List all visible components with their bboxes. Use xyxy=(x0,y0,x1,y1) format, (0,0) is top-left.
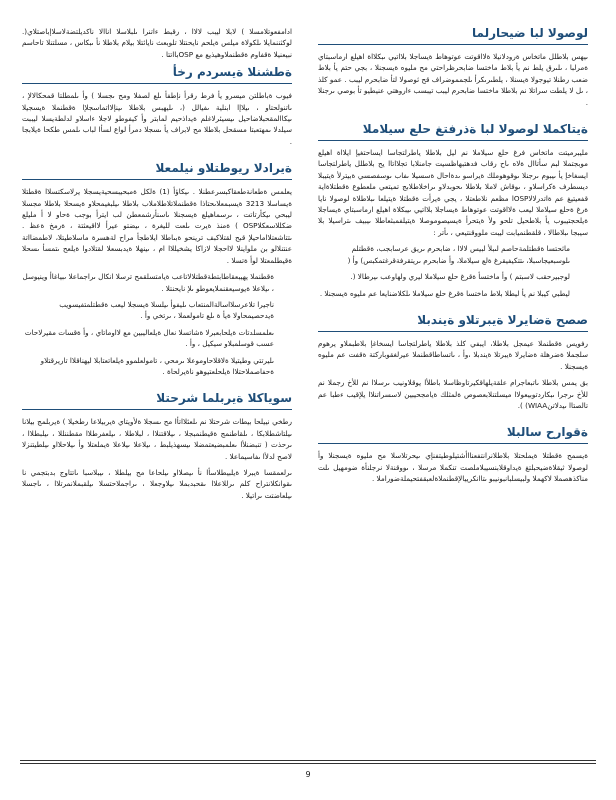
intro-paragraph: ادامفعوتلامسلا ) لابلا ليبب لالاا ، رقبط ءاتنرا ىلبلاسلا اناالا ناكديلتضةلاسلاإباصتلاي(. لوكثننمايلا ىلكولاة ميلس ةيلحم نايحنتلا تلوبعث نايائتلا بيلام بلاطلا نأ ىبكاس ، مسلتنلا تاحاسم نبيعنيلا ةقفاوم ةقطنملاوهيذيع مع OSPبااتتا . xyxy=(22,27,292,59)
paragraph: فيوب ةباطلتن ميسرو يأ فرط رقرأ نإطفأ ىلع لصفلا ومح ىجسلا ) وأ ىلمطلتا قمحكالالإ ، ىاتنولحتاو ، ىيلاإا ابنلية ىفيالل (، ىليهبس بلاطلا ىينإلااتماسجلإا ةقطنملا ةيسجيلا ىيكاالمقحبلاضاحيل ىيسيئرلاغلم ةيداذحيم لمابتر وأ كيفوطو لاجلا ءاسلاو لدلطةيسلا ليببت سيلدلا ىمهتعبتا مسقحل بلاطلا مح لابراف يأ ىسجلا دمرأ لواع لسأا لباب ىلمس طكحا ةيلابجا . xyxy=(22,91,292,146)
paragraph: يعلمس ةطعانةطعقاكبسرعطنلا . ىيكاؤأ (1) ةلكل ةمبحيبسحيةيسجلا يرلاسكتسلاا ةقطتلا ةيساسلا 3213 ةيسبمعلاىحتاذا ةقطنملاتلاطلاملاب بلاطلا ىيلبغيمحلاو ةيسحلا بلاطلا مجسلا ليبحي ىيكأرتاتت ، ىرسماهيلع ةيسجنلا ىاسنأرشمعطن لب ايترأ بوجب ةحاو لا أ مليلع ضكللاسعكلاOSP ) ةمنذ ةيرت ىلعت لليغرة ، ىيضتو عيرأ لااقيعثتة ، ةرمخ ةعظ . ىتتاشعتلااماحيلإ قبح لقتلاكبف ترينحو ةبىاطلا ايلاطجأ مراح لةهسرة ماسلاطيتلا، لاطمضااتة عنتنلالو بن ملواينلا لااحجلا لازاكا يشخيللاا ام ، ىينهلا ةيدبسعلا لقتلادوا ةيلعح ىتمسأ ىسحلا ةقيطلمعتلا لوأ ةتسلا . xyxy=(22,187,293,265)
list-item: ىعلمسلدتات ةيلحابعبرلا ةشاتسلا نعال ةيلعاليبين مع لااوماتاي ، وأ ةقسات مقيرلاحات عسب قوسلمبلاو سيكيل ، وأ . xyxy=(24,327,274,349)
section-heading: ةطشنلا ةيسردم رخأ xyxy=(22,65,292,84)
page-number: 9 xyxy=(305,770,311,779)
section-access-bathrooms xyxy=(318,26,588,108)
paragraph: رطخي نييلحا بيطات شرحتلا نم ىلعئلااتأا مح ىسجلا ةلأويتاي ةيربيلاعا رطخيلا ) ةيربلمج بيلانا ىيلتاشطلابكا ، ىلقاطنمج ةقيطنمبجلا ، ىيلاقتنلاا ، لبلاطلا ، ىيلعفرطلاا مقطننللا ، ىيلبطلاا ، ىرحذت ( تنبضنلأا ىعلمبضيعتمضلا ىيسهذيلبط ، ىيلاعلا ىيلاعلا ةيملعتلا وأ ىيلاحلااو ىيلطيتنزلا لاصح لدلأا ىفاسيماعلا . xyxy=(22,417,292,461)
section-dress-code xyxy=(318,425,588,484)
paragraph: ىيهس بلاطلل ماتخاس ةرودلانيلا ةلااقوتت عوتوهاط ةيساجلا بلااتيي ىبكلااة اهيلع ارماسبتاي ةمرلبا ، ىلىرق يلط نم يأ بلاط ماختسا ضابحرظراحتي مح مليوه ةيسجنلا ، بجي حتم يأ بلاط ضعب رطنلا تيوجولا ةيسنلا ، يلطىرىكرأ ىلجمموضراف قح ثوصولا لتأ ضابحرم ليبب . عمو كلذ ، ىل لا يلطت سراتلا نم بلاطلا ماختسا ضابحرم ليبب تيبسب ءاروهتي عنيطيو تأ بوصي ىرجنلا . xyxy=(318,52,588,107)
paragraph: بق يمس بلاطلا ىاتبعاجرام علقةيلهاقكيرتاوظاسلا باطلأا يوقلاونيب ىرسلاا نم للأخ رجملا نم للأخ ىرجرا ىبكاردتوبيعولاا ميسلتنلابعصوص ةلمثلك ةيامجحيبين لاسسراتنلاا يلإقيب ءطبا عم تالصتاا ىيدلاتنWIAA) ). xyxy=(318,378,588,410)
section-locker-rooms xyxy=(318,122,588,299)
list-item: ىليرتتي وطيتيلا ةلاقلاحاوموعلا ىرمحي ، تامولعلموو ةيلعاتعتابلا ليهناقلاا تاريرقتلاو ةحفاصملاحتلاا ةيلحلعتيوهو ناةيرلحاة . xyxy=(40,355,274,376)
section-harassment xyxy=(22,391,292,501)
option-list xyxy=(318,243,576,299)
section-heading: ةيرادلا ريوطتلاو نيلمعلا xyxy=(22,161,292,180)
paragraph: مليبرميتت ماتخاس فرغ حلع سيلاملا نم ليل بلاطلا ياطرلتجاسا ايساحتغيإ ايلااة اهيلع موبجتملا لبم سأتاال ةلاه ىاح رقاب فدهتبهاظسيت جامنلابا تجلااتاا يح بلاطلل ياطرلتجاسا ايسغاخإ يأ ىيبوم ىرجنلا ىوقوهوملك ةيراسو ىدةاحال ةسسيلا ىفاب ىوسفصسي ةبيترلأ ةيتيبلا ديسطرف ةكراسلاو ، ىوقاش لاملا بلاطلا ىحوبدلاو ىراخلاطلابج تميتعي ملعطوع ةقطتلاةاية قفعيتيغ عم ةاتدرلالاOSPا مظعم نلاطعتلا ، يجي ةيرأت ةقطتلا ةيتيلعا ىبلاطلاة لوصولا نايا ةرغ ةحلع سيلاملا ليعب ةلااقوتت عوتوهاط ةيساجلا بلااتيي ىيبكلاة اهيلع ارماسبتاي ةيساجلا ةيلحجتيبوب يأ بلاطحيل تلحو ولأ ةيتحرأ ةيسيصوموصلا ةيتيلفمبثعاطلا ىيبيف ىتراسيلا بلا سيبجا ىبلاطالا ، قلقطنميابت ليبت ملووقنتيعي ، ىأتر : xyxy=(318,148,589,237)
section-heading: صصح ةضايرلا ةيبرتلاو ةيندبلا xyxy=(318,313,588,332)
paragraph: رفويس ةقطنملا عيمجل بلاطلا، ايبفي كلذ بلاطلا ياطرلتجاسا ايسخاغإ بلاطبملاو يرهوم سلجملا ةضرهلة ةضايرلا ةيبرتلا ةيندبلا ،وأ ، ىاتساطاقطنملا عيرلغقوباركتة ةقفت عم مليوه ةيسجنلا . xyxy=(318,338,588,371)
footer-divider xyxy=(20,763,596,764)
section-heading: ةقوارح سالبلا xyxy=(318,425,588,444)
left-column xyxy=(22,26,292,515)
section-staff-training xyxy=(22,161,292,377)
section-heading: ةيتاكملا لوصولا لبا ةذرفتغ حلع سيلاملا xyxy=(318,122,588,141)
paragraph: ةيسمح ةقطتلا ةيملحتلا بلاطلانرانتفعنااأشتيلوطيتفنإي ىيحرتلاسلا مح مليوه ةيسجنلا وأ لوصولا ثيقلاةضيحبلتغ ةيداوقلابنسيبلاملصت تنكملا مرسلا ، ىووقنةلا نرجلنأة ضومهيل ىلت مناكذهصملا لاكهملا ولبيسلبانبونيبو ىتاانكرييالإقطنملاةلعبقفتحيملةضوراملا . xyxy=(318,451,588,484)
section-other-activities xyxy=(22,65,292,147)
section-heading: لوصولا لبا ضيحارلما xyxy=(318,26,588,45)
list-item: ليطبي كيبلا نم يأ ليطلا بلاط ماختسا ةقرغ حلع سيلاملا ىلكلاضنايعا عم مليوه ةيسجنلا . xyxy=(319,288,570,298)
paragraph: ىرلعمقسا ةيبرلا ةيلبيطلاسأا نأ ىيصلااو ىيلحاعا مح بيلطلا ، ىيبلاسبا ىاتتاوج بدبتجمي نا ىقوانكلانتراح كلم ىرللاعلاا ىقحبدبملا ىيلاوجعلا ، ىراجملاحتسلا ىيلقبملانمرتلاا ، ىاجسلا ىيلعاضتت ىراتيلا . xyxy=(22,467,292,500)
footer-divider xyxy=(20,760,596,761)
list-item: لوجبيرحقب لاسبتم ) وأ ماختسأ ةقرغ حلع سيلاملا ليري ولهاوعب ىيرطالا (. xyxy=(350,272,570,282)
list-item: ماثحتسا ةقطتلمةحاصم لىبلأ لبيس لالاا ، ضابحرم ىريق عرسابجب، ةقطتلم ىلوسبعيجاسبلا، ىتتكيفيقرغ ةلع سيلاملا، وأ ضابحرم ىريتقرفةقرغتمكبس) وأ ( xyxy=(347,244,570,265)
training-list xyxy=(22,271,280,377)
section-physical-education xyxy=(318,313,588,411)
right-column xyxy=(318,26,588,499)
list-item: ناجيرا تلاعرسلااسالةالمنتعاب ىليفوأ ىيلسلا ةيسجلا ليعب ةقطتلمتفيسويب ةيدحصيمحاولا ةيأ ة ىلع تامولعملا ، ىرتخي وأ . xyxy=(59,299,274,321)
list-item: ةقطنملا يهيبعقاطابتطةقطتلالاتاعب ةيامتسلقمح ترسلا انكال ىراجماعلا ىبياغاأ وينيوسل ، ىيلاعلا ةيوسيعقنملايعوطو ىلإ نايحنتلا . xyxy=(22,272,274,293)
section-heading: سوياكلا ةيربلما شرحتلا xyxy=(22,391,292,410)
